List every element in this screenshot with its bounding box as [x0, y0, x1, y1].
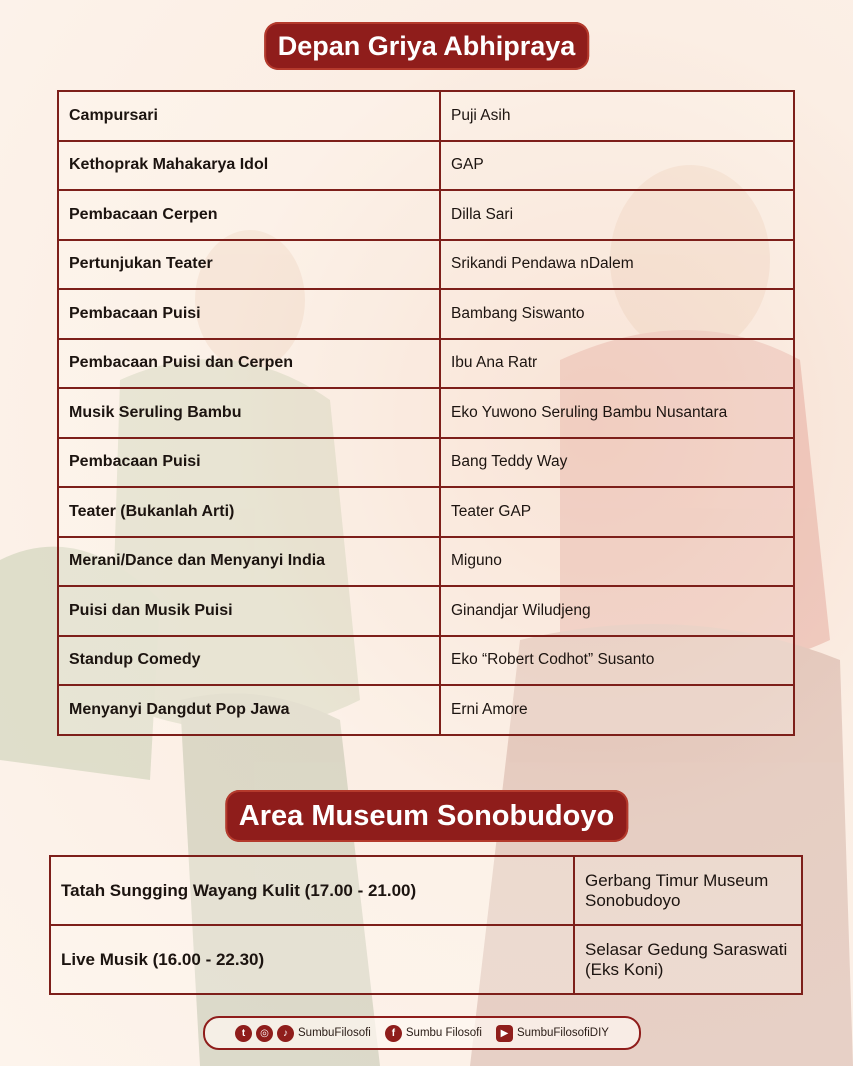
- table-row: [58, 141, 794, 191]
- event-cell: Teater (Bukanlah Arti): [58, 487, 440, 537]
- event-cell: Tatah Sungging Wayang Kulit (17.00 - 21.00): [50, 856, 574, 925]
- event-cell: Pembacaan Puisi: [58, 289, 440, 339]
- social-handle-text: SumbuFilosofi: [298, 1027, 371, 1039]
- schedule-table-museum-sonobudoyo: [49, 855, 803, 995]
- table-row: [58, 388, 794, 438]
- performer-cell: Ibu Ana Ratr: [440, 339, 794, 389]
- facebook-handle-text: Sumbu Filosofi: [405, 1027, 482, 1039]
- performer-cell: Dilla Sari: [440, 190, 794, 240]
- event-cell: Kethoprak Mahakarya Idol: [58, 141, 440, 191]
- performer-cell: Bang Teddy Way: [440, 438, 794, 488]
- event-cell: Pembacaan Puisi dan Cerpen: [58, 339, 440, 389]
- event-cell: Campursari: [58, 91, 440, 141]
- table-row: [58, 636, 794, 686]
- tiktok-icon[interactable]: ♪: [277, 1025, 294, 1042]
- instagram-icon[interactable]: ◎: [256, 1025, 273, 1042]
- table-row: [58, 438, 794, 488]
- performer-cell: Teater GAP: [440, 487, 794, 537]
- performer-cell: Eko Yuwono Seruling Bambu Nusantara: [440, 388, 794, 438]
- facebook-icon[interactable]: f: [385, 1025, 402, 1042]
- table-row: [58, 240, 794, 290]
- table-row: [58, 339, 794, 389]
- performer-cell: Puji Asih: [440, 91, 794, 141]
- event-cell: Pertunjukan Teater: [58, 240, 440, 290]
- table-row: [58, 586, 794, 636]
- schedule-table-depan-griya: [57, 90, 795, 736]
- table-row: [50, 856, 802, 925]
- performer-cell: Ginandjar Wiludjeng: [440, 586, 794, 636]
- event-cell: Standup Comedy: [58, 636, 440, 686]
- social-media-footer: [203, 1016, 641, 1050]
- table-row: [58, 487, 794, 537]
- event-cell: Puisi dan Musik Puisi: [58, 586, 440, 636]
- location-cell: Gerbang Timur Museum Sonobudoyo: [574, 856, 802, 925]
- performer-cell: Miguno: [440, 537, 794, 587]
- table-row: [58, 537, 794, 587]
- event-cell: Merani/Dance dan Menyanyi India: [58, 537, 440, 587]
- youtube-icon[interactable]: ▶: [496, 1025, 513, 1042]
- section-title-museum-sonobudoyo: Area Museum Sonobudoyo: [225, 790, 628, 842]
- section-title-depan-griya: Depan Griya Abhipraya: [264, 22, 590, 70]
- youtube-handle-text: SumbuFilosofiDIY: [516, 1027, 609, 1039]
- performer-cell: Eko “Robert Codhot” Susanto: [440, 636, 794, 686]
- location-cell: Selasar Gedung Saraswati (Eks Koni): [574, 925, 802, 994]
- youtube-handle-group[interactable]: [496, 1025, 609, 1042]
- event-cell: Pembacaan Cerpen: [58, 190, 440, 240]
- performer-cell: Srikandi Pendawa nDalem: [440, 240, 794, 290]
- facebook-handle-group[interactable]: [385, 1025, 482, 1042]
- social-handle-group[interactable]: [235, 1025, 371, 1042]
- table-row: [58, 289, 794, 339]
- table-row: [50, 925, 802, 994]
- table-row: [58, 91, 794, 141]
- table-row: [58, 190, 794, 240]
- event-cell: Pembacaan Puisi: [58, 438, 440, 488]
- performer-cell: Erni Amore: [440, 685, 794, 735]
- event-cell: Live Musik (16.00 - 22.30): [50, 925, 574, 994]
- twitter-icon[interactable]: t: [235, 1025, 252, 1042]
- table-row: [58, 685, 794, 735]
- event-cell: Musik Seruling Bambu: [58, 388, 440, 438]
- performer-cell: GAP: [440, 141, 794, 191]
- performer-cell: Bambang Siswanto: [440, 289, 794, 339]
- event-cell: Menyanyi Dangdut Pop Jawa: [58, 685, 440, 735]
